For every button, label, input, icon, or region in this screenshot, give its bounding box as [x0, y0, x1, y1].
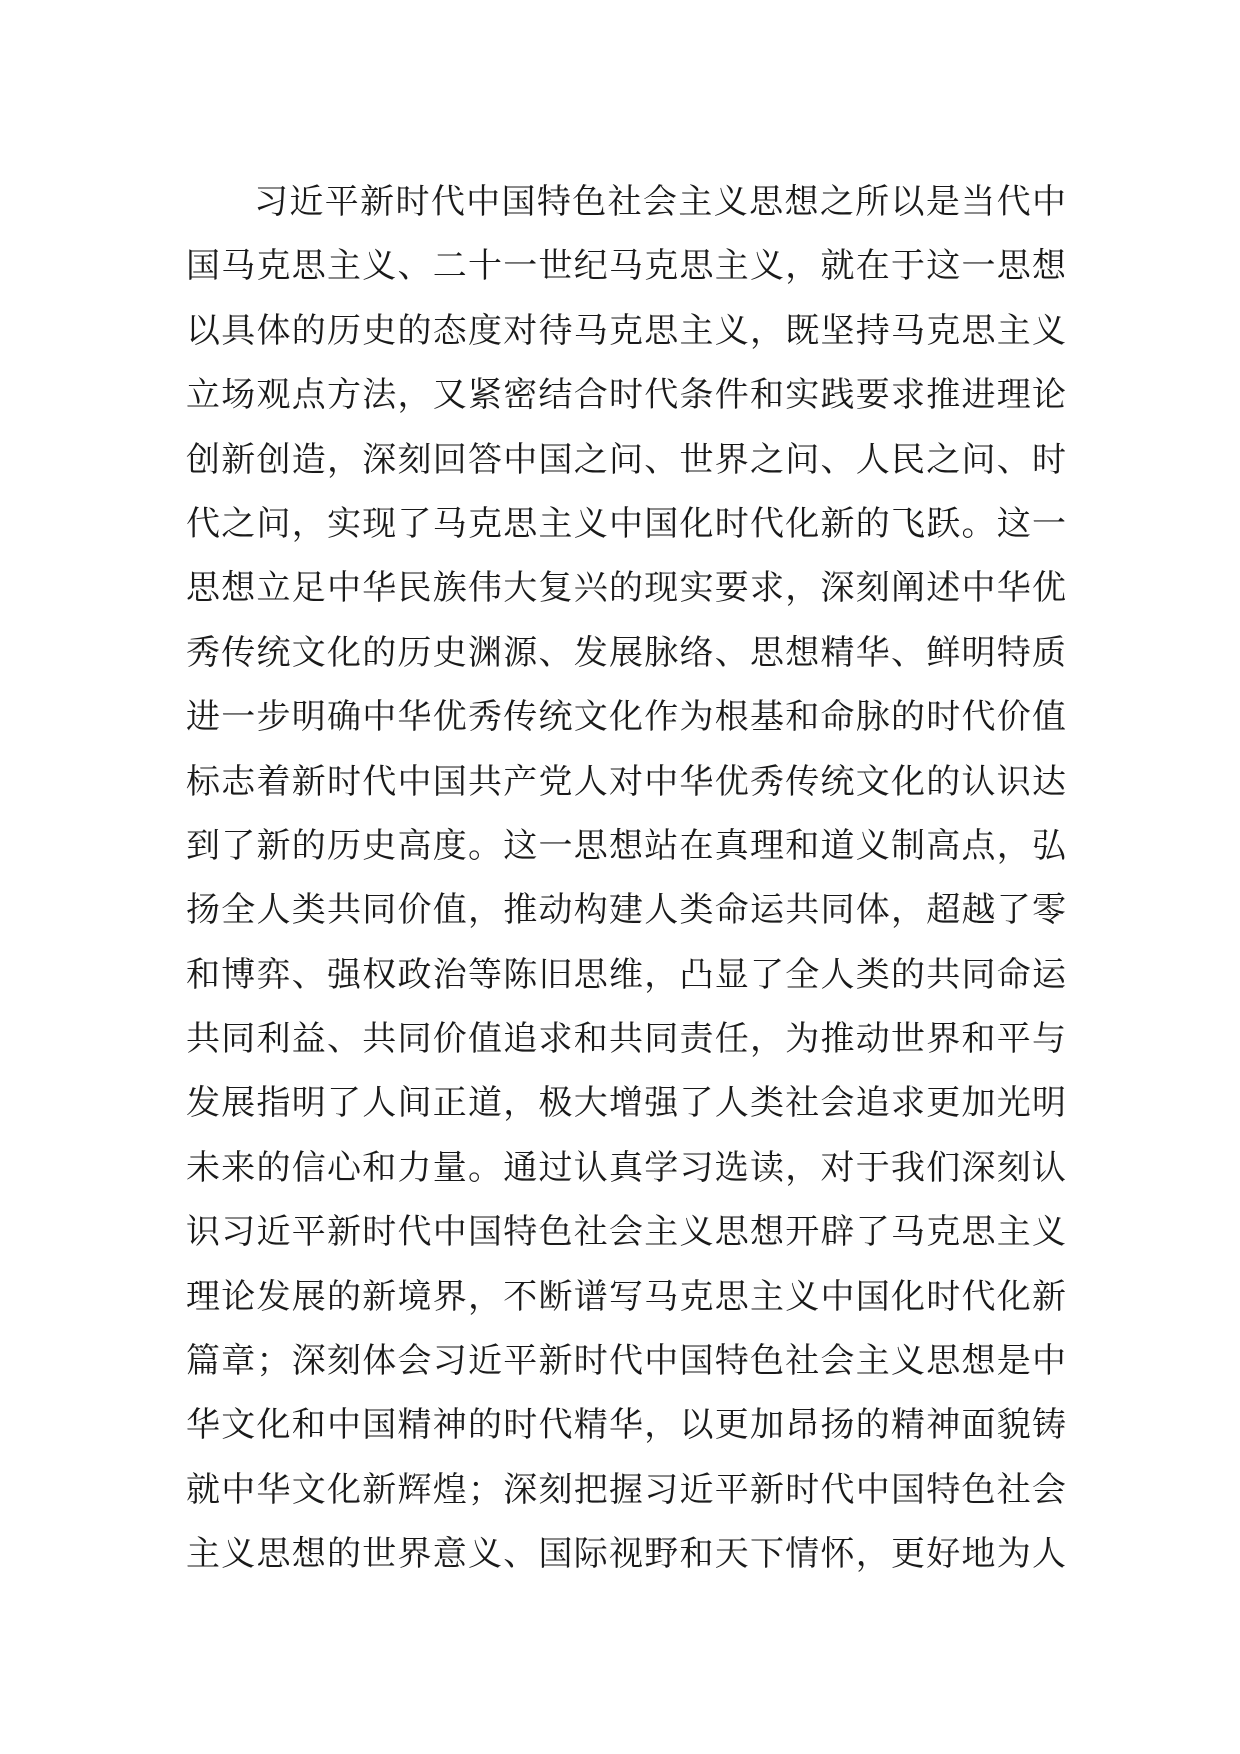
text-line: 立场观点方法，又紧密结合时代条件和实践要求推进理论: [186, 375, 1066, 416]
text-line: 国马克思主义、二十一世纪马克思主义，就在于这一思想: [186, 246, 1066, 287]
text-line: 主义思想的世界意义、国际视野和天下情怀，更好地为人: [186, 1534, 1066, 1575]
text-line: 共同利益、共同价值追求和共同责任，为推动世界和平与: [186, 1019, 1066, 1060]
text-line: 和博弈、强权政治等陈旧思维，凸显了全人类的共同命运: [186, 954, 1066, 995]
text-line: 华文化和中国精神的时代精华，以更加昂扬的精神面貌铸: [186, 1405, 1066, 1446]
text-line: 秀传统文化的历史渊源、发展脉络、思想精华、鲜明特质: [186, 632, 1066, 673]
text-line: 标志着新时代中国共产党人对中华优秀传统文化的认识达: [186, 761, 1066, 802]
text-line: 发展指明了人间正道，极大增强了人类社会追求更加光明: [186, 1083, 1066, 1124]
text-line: 篇章；深刻体会习近平新时代中国特色社会主义思想是中: [186, 1341, 1066, 1382]
text-line: 识习近平新时代中国特色社会主义思想开辟了马克思主义: [186, 1212, 1066, 1253]
text-line: 习近平新时代中国特色社会主义思想之所以是当代中: [254, 182, 1066, 222]
text-line: 未来的信心和力量。通过认真学习选读，对于我们深刻认: [186, 1147, 1066, 1188]
text-line: 以具体的历史的态度对待马克思主义，既坚持马克思主义: [186, 310, 1066, 351]
body-paragraph: [186, 170, 1066, 1587]
text-line: 扬全人类共同价值，推动构建人类命运共同体，超越了零: [186, 890, 1066, 931]
text-line: 创新创造，深刻回答中国之问、世界之问、人民之问、时: [186, 439, 1066, 480]
text-line: 到了新的历史高度。这一思想站在真理和道义制高点，弘: [186, 825, 1066, 866]
text-line: 代之问，实现了马克思主义中国化时代化新的飞跃。这一: [186, 503, 1066, 544]
text-line: 理论发展的新境界，不断谱写马克思主义中国化时代化新: [186, 1276, 1066, 1317]
text-line: 思想立足中华民族伟大复兴的现实要求，深刻阐述中华优: [186, 568, 1066, 609]
text-line: 进一步明确中华优秀传统文化作为根基和命脉的时代价值: [186, 697, 1066, 738]
text-line: 就中华文化新辉煌；深刻把握习近平新时代中国特色社会: [186, 1469, 1066, 1510]
